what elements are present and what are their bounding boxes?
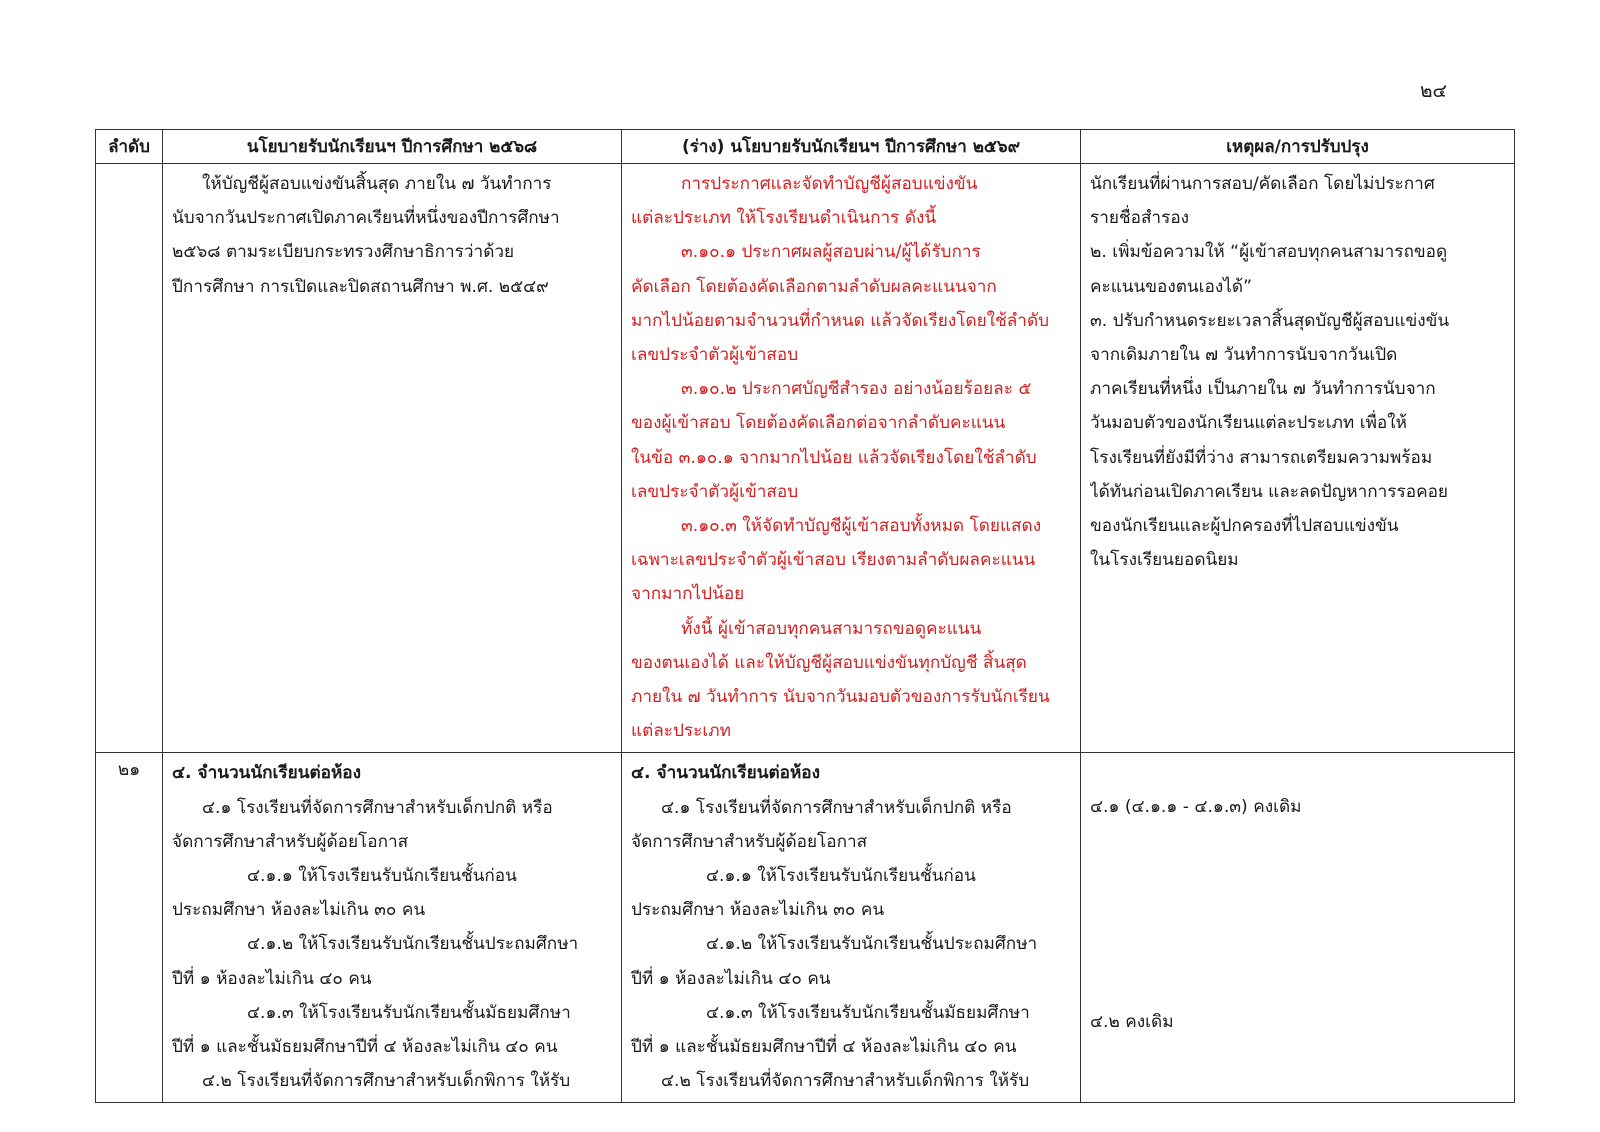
section-heading: ๔. จำนวนนักเรียนต่อห้อง [172, 763, 362, 784]
page-number: ๒๔ [1420, 80, 1447, 102]
table-row [96, 164, 1515, 753]
text-line: นับจากวันประกาศเปิดภาคเรียนที่หนึ่งของปีการศึกษา [172, 208, 560, 229]
header-reason: เหตุผล/การปรับปรุง [1081, 130, 1515, 164]
text-line: ได้ทันก่อนเปิดภาคเรียน และลดปัญหาการรอคอย [1090, 481, 1448, 502]
reason-41: ๔.๑ (๔.๑.๑ - ๔.๑.๓) คงเดิม [1090, 797, 1302, 818]
text-line: แต่ละประเภท [631, 721, 731, 742]
text-line: ๒. เพิ่มข้อความให้ “ผู้เข้าสอบทุกคนสามารถขอดู [1090, 242, 1448, 263]
text-line: แต่ละประเภท ให้โรงเรียนดำเนินการ ดังนี้ [631, 208, 937, 229]
text-line: ๔.๒ โรงเรียนที่จัดการศึกษาสำหรับเด็กพิการ ให้รับ [202, 1071, 571, 1092]
cell-policy-2568 [163, 753, 622, 1103]
text-line: เลขประจำตัวผู้เข้าสอบ [631, 345, 799, 366]
text-line: ๔.๑ โรงเรียนที่จัดการศึกษาสำหรับเด็กปกติ หรือ [661, 797, 1012, 818]
text-line: ประถมศึกษา ห้องละไม่เกิน ๓๐ คน [172, 900, 426, 921]
text-line: รายชื่อสำรอง [1090, 208, 1190, 229]
text-line: ๔.๑ โรงเรียนที่จัดการศึกษาสำหรับเด็กปกติ หรือ [202, 797, 553, 818]
text-line: ภายใน ๗ วันทำการ นับจากวันมอบตัวของการรับนักเรียน [631, 687, 1050, 708]
cell-policy-2568 [163, 164, 622, 753]
table-row [96, 753, 1515, 1103]
text-line: ๔.๑.๒ ให้โรงเรียนรับนักเรียนชั้นประถมศึกษา [706, 934, 1038, 955]
row-seq: ๒๑ [96, 753, 163, 1103]
text-line: ปีที่ ๑ ห้องละไม่เกิน ๔๐ คน [172, 968, 372, 989]
text-line: ทั้งนี้ ผู้เข้าสอบทุกคนสามารถขอดูคะแนน [681, 618, 982, 639]
text-line: ปีที่ ๑ และชั้นมัธยมศึกษาปีที่ ๔ ห้องละไม่เกิน ๔๐ คน [172, 1037, 558, 1058]
text-line: เฉพาะเลขประจำตัวผู้เข้าสอบ เรียงตามลำดับผลคะแนน [631, 550, 1036, 571]
header-seq: ลำดับ [96, 130, 163, 164]
cell-reason [1081, 164, 1515, 753]
text-line: การประกาศและจัดทำบัญชีผู้สอบแข่งขัน [681, 174, 978, 194]
text-line: ๓.๑๐.๒ ประกาศบัญชีสำรอง อย่างน้อยร้อยละ ๕ [681, 379, 1032, 400]
text-line: จากเดิมภายใน ๗ วันทำการนับจากวันเปิด [1090, 345, 1398, 366]
cell-reason [1081, 753, 1515, 1103]
text-line: ปีการศึกษา การเปิดและปิดสถานศึกษา พ.ศ. ๒๕๔๙ [172, 276, 549, 297]
text-line: ๓. ปรับกำหนดระยะเวลาสิ้นสุดบัญชีผู้สอบแข่งขัน [1090, 310, 1450, 331]
cell-policy-2569 [622, 164, 1081, 753]
text-line: ๔.๑.๒ ให้โรงเรียนรับนักเรียนชั้นประถมศึกษา [247, 934, 579, 955]
text-line: เลขประจำตัวผู้เข้าสอบ [631, 481, 799, 502]
text-line: จากมากไปน้อย [631, 584, 745, 605]
text-line: ๔.๑.๑ ให้โรงเรียนรับนักเรียนชั้นก่อน [247, 866, 517, 887]
text-line: มากไปน้อยตามจำนวนที่กำหนด แล้วจัดเรียงโดยใช้ลำดับ [631, 310, 1050, 331]
text-line: นักเรียนที่ผ่านการสอบ/คัดเลือก โดยไม่ประกาศ [1090, 174, 1435, 194]
text-line: ๓.๑๐.๑ ประกาศผลผู้สอบผ่าน/ผู้ได้รับการ [681, 242, 981, 263]
table-header-row [96, 130, 1515, 164]
text-line: คะแนนของตนเองได้” [1090, 276, 1252, 297]
header-policy-2568: นโยบายรับนักเรียนฯ ปีการศึกษา ๒๕๖๘ [163, 130, 622, 164]
policy-comparison-table [95, 129, 1515, 1103]
reason-42: ๔.๒ คงเดิม [1090, 1011, 1174, 1032]
text-line: ปีที่ ๑ ห้องละไม่เกิน ๔๐ คน [631, 968, 831, 989]
text-line: โรงเรียนที่ยังมีที่ว่าง สามารถเตรียมความพร้อม [1090, 447, 1433, 468]
text-line: ๒๕๖๘ ตามระเบียบกระทรวงศึกษาธิการว่าด้วย [172, 242, 515, 263]
text-line: ๔.๑.๑ ให้โรงเรียนรับนักเรียนชั้นก่อน [706, 866, 976, 887]
text-line: ในโรงเรียนยอดนิยม [1090, 550, 1239, 571]
text-line: ของผู้เข้าสอบ โดยต้องคัดเลือกต่อจากลำดับคะแนน [631, 413, 1006, 434]
text-line: จัดการศึกษาสำหรับผู้ด้อยโอกาส [631, 831, 868, 852]
text-line: วันมอบตัวของนักเรียนแต่ละประเภท เพื่อให้ [1090, 413, 1407, 434]
text-line: ๔.๑.๓ ให้โรงเรียนรับนักเรียนชั้นมัธยมศึกษา [247, 1002, 571, 1023]
section-heading: ๔. จำนวนนักเรียนต่อห้อง [631, 763, 821, 784]
text-line: คัดเลือก โดยต้องคัดเลือกตามลำดับผลคะแนนจาก [631, 276, 997, 297]
cell-policy-2569 [622, 753, 1081, 1103]
text-line: ๔.๑.๓ ให้โรงเรียนรับนักเรียนชั้นมัธยมศึกษา [706, 1002, 1030, 1023]
text-line: ของนักเรียนและผู้ปกครองที่ไปสอบแข่งขัน [1090, 516, 1399, 537]
text-line: ๓.๑๐.๓ ให้จัดทำบัญชีผู้เข้าสอบทั้งหมด โดยแสดง [681, 516, 1042, 537]
text-line: ปีที่ ๑ และชั้นมัธยมศึกษาปีที่ ๔ ห้องละไม่เกิน ๔๐ คน [631, 1037, 1017, 1058]
header-policy-2569: (ร่าง) นโยบายรับนักเรียนฯ ปีการศึกษา ๒๕๖๙ [622, 130, 1081, 164]
row-seq [96, 164, 163, 753]
text-line: ให้บัญชีผู้สอบแข่งขันสิ้นสุด ภายใน ๗ วันทำการ [202, 174, 552, 194]
text-line: ภาคเรียนที่หนึ่ง เป็นภายใน ๗ วันทำการนับจาก [1090, 379, 1436, 400]
text-line: ๔.๒ โรงเรียนที่จัดการศึกษาสำหรับเด็กพิการ ให้รับ [661, 1071, 1030, 1092]
text-line: ประถมศึกษา ห้องละไม่เกิน ๓๐ คน [631, 900, 885, 921]
text-line: ในข้อ ๓.๑๐.๑ จากมากไปน้อย แล้วจัดเรียงโดยใช้ลำดับ [631, 447, 1037, 468]
text-line: จัดการศึกษาสำหรับผู้ด้อยโอกาส [172, 831, 409, 852]
text-line: ของตนเองได้ และให้บัญชีผู้สอบแข่งขันทุกบัญชี สิ้นสุด [631, 652, 1027, 673]
